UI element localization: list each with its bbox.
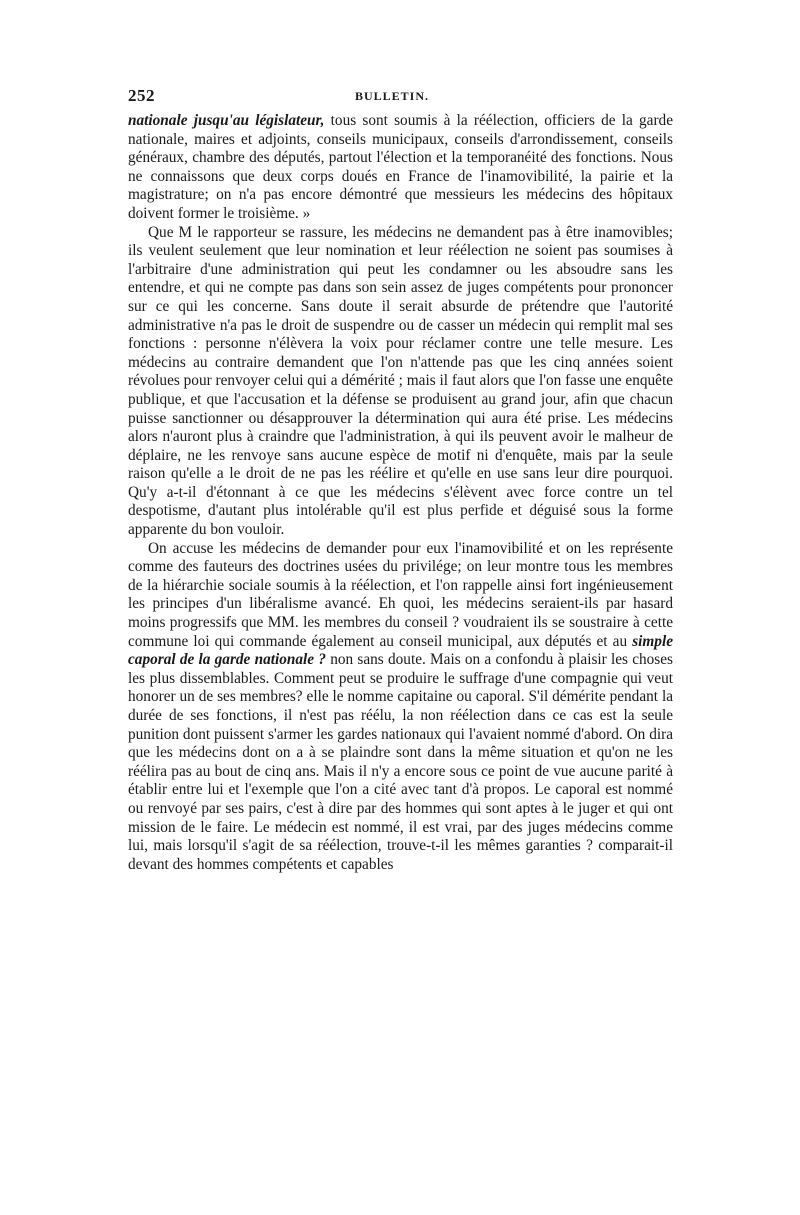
page-header [128, 86, 673, 112]
body-text [128, 112, 673, 874]
paragraph-3-text-before: On accuse les médecins de demander pour eux l'inamovibilité et on les représente comme des fauteurs des doctrines usées du privilége; on leur montre tous les membres de la hiérarchie sociale soumis à la réélection, et l'on rappelle ainsi fort ingénieusement les principes d'un libéralisme avancé. Eh quoi, les médecins seraient-ils par hasard moins progressifs que MM. les membres du conseil ? voudraient ils se soustraire à cette commune loi qui commande également au conseil municipal, aux députés et au [128, 539, 673, 650]
paragraph-3-emphasis: simple caporal de la garde nationale ? [128, 632, 673, 669]
paragraph-3-text-after: non sans doute. Mais on a confondu à plaisir les choses les plus dissemblables. Comment peut se produire le suffrage d'une compagnie qui veut honorer un de ses membres? elle le nomme capitaine ou caporal. S'il démérite pendant la durée de ses fonctions, il n'est pas réélu, la non réélection dans ce cas est la seule punition dont puissent s'armer les gardes nationaux qui l'avaient nommé d'abord. On dira que les médecins dont on a à se plaindre sont dans la même situation et qu'on ne les réélira pas au bout de cinq ans. Mais il n'y a encore sous ce point de vue aucune parité à établir entre lui et l'exemple que l'on a cité avec tant d'à propos. Le caporal est nommé ou renvoyé par ses pairs, c'est à dire par des hommes qui sont aptes à le juger et qui ont mission de le faire. Le médecin est nommé, il est vrai, par des juges médecins comme lui, mais lorsqu'il s'agit de sa réélection, trouve-t-il les mêmes garanties ? comparait-il devant des hommes compétents et capables [128, 651, 673, 873]
paragraph-3 [128, 540, 673, 875]
running-head: BULLETIN. [355, 89, 430, 103]
paragraph-1-text: tous sont soumis à la réélection, officiers de la garde nationale, maires et adjoints, conseils municipaux, conseils d'arrondissement, conseils généraux, chambre des députés, partout l'élection et la temporanéité des fonctions. Nous ne connaissons que deux corps doués en France de l'inamovibilité, la pairie et la magistrature; on n'a pas encore démontré que messieurs les médecins des hôpitaux doivent former le troisième. » [128, 112, 673, 222]
paragraph-1 [128, 112, 673, 224]
paragraph-1-emphasis: nationale jusqu'au législateur, [128, 112, 325, 129]
document-page [128, 86, 673, 874]
page-number: 252 [128, 86, 155, 105]
paragraph-2: Que M le rapporteur se rassure, les médecins ne demandent pas à être inamovibles; ils veulent seulement que leur nomination et leur réélection ne soient pas soumises à l'arbitraire d'une administration qui peut les condamner ou les absoudre sans les entendre, et qui ne compte pas dans son sein assez de juges compétents pour prononcer sur ce qui les concerne. Sans doute il serait absurde de prétendre que l'autorité administrative n'a pas le droit de suspendre ou de casser un médecin qui remplit mal ses fonctions : personne n'élèvera la voix pour réclamer contre une telle mesure. Les médecins au contraire demandent que l'on n'attende pas que les cinq années soient révolues pour renvoyer celui qui a démérité ; mais il faut alors que l'on fasse une enquête publique, et que l'accusation et la défense se produisent au grand jour, afin que chacun puisse sanctionner ou désapprouver la détermination qui aura été prise. Les médecins alors n'auront plus à craindre que l'administration, à qui ils peuvent avoir le malheur de déplaire, ne les renvoye sans aucune espèce de motif ni d'enquête, mais par la seule raison qu'elle a le droit de ne pas les réélire et qu'elle en use sans leur dire pourquoi. Qu'y a-t-il d'étonnant à ce que les médecins s'élèvent avec force contre un tel despotisme, d'autant plus intolérable qu'il est plus perfide et déguisé sous la forme apparente du bon vouloir. [128, 223, 673, 539]
